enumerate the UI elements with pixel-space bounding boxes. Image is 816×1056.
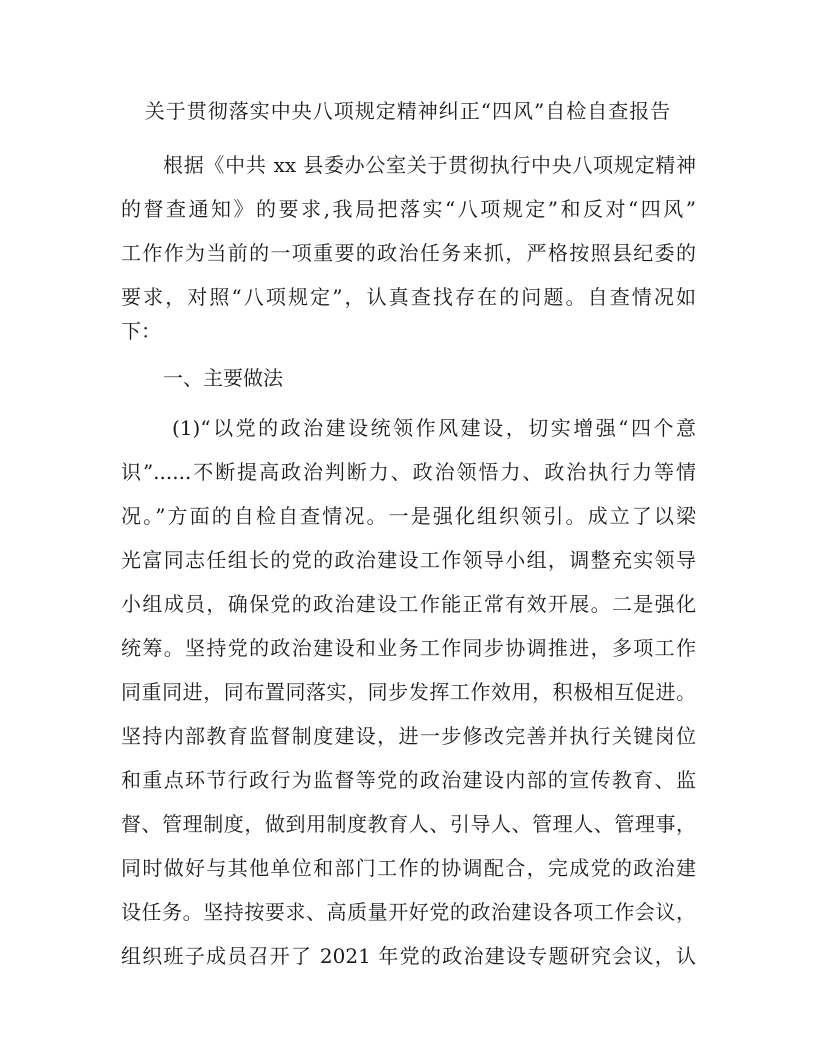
body-line: 识”......不断提高政治判断力、政治领悟力、政治执行力等情 — [121, 460, 696, 484]
body-line: 统筹。坚持党的政治建设和业务工作同步协调推进，多项工作 — [121, 636, 696, 660]
intro-line: 根据《中共 xx 县委办公室关于贯彻执行中央八项规定精神 — [163, 153, 696, 177]
body-line: (1)“以党的政治建设统领作风建设，切实增强“四个意 — [172, 416, 696, 440]
intro-line: 下： — [121, 319, 161, 343]
body-line: 设任务。坚持按要求、高质量开好党的政治建设各项工作会议， — [121, 900, 696, 924]
body-line: 和重点环节行政行为监督等党的政治建设内部的宣传教育、监 — [121, 768, 696, 792]
body-line: 光富同志任组长的党的政治建设工作领导小组，调整充实领导 — [121, 548, 696, 572]
body-line: 小组成员，确保党的政治建设工作能正常有效开展。二是强化 — [121, 592, 696, 616]
body-line: 同重同进，同布置同落实，同步发挥工作效用，积极相互促进。 — [121, 680, 696, 704]
intro-line: 工作作为当前的一项重要的政治任务来抓，严格按照县纪委的 — [121, 241, 696, 265]
body-line: 同时做好与其他单位和部门工作的协调配合，完成党的政治建 — [121, 856, 696, 880]
section-heading: 一、主要做法 — [163, 366, 283, 390]
document-title: 关于贯彻落实中央八项规定精神纠正“四风”自检自查报告 — [144, 99, 672, 123]
body-line: 况。”方面的自检自查情况。一是强化组织领引。成立了以梁 — [121, 504, 696, 528]
body-line: 坚持内部教育监督制度建设，进一步修改完善并执行关键岗位 — [121, 724, 696, 748]
intro-line: 要求，对照“八项规定”，认真查找存在的问题。自查情况如 — [121, 285, 696, 309]
body-line: 组织班子成员召开了 2021 年党的政治建设专题研究会议，认 — [121, 944, 696, 968]
body-line: 督、管理制度，做到用制度教育人、引导人、管理人、管理事， — [121, 812, 696, 836]
intro-line: 的督查通知》的要求,我局把落实“八项规定”和反对“四风” — [121, 197, 696, 221]
